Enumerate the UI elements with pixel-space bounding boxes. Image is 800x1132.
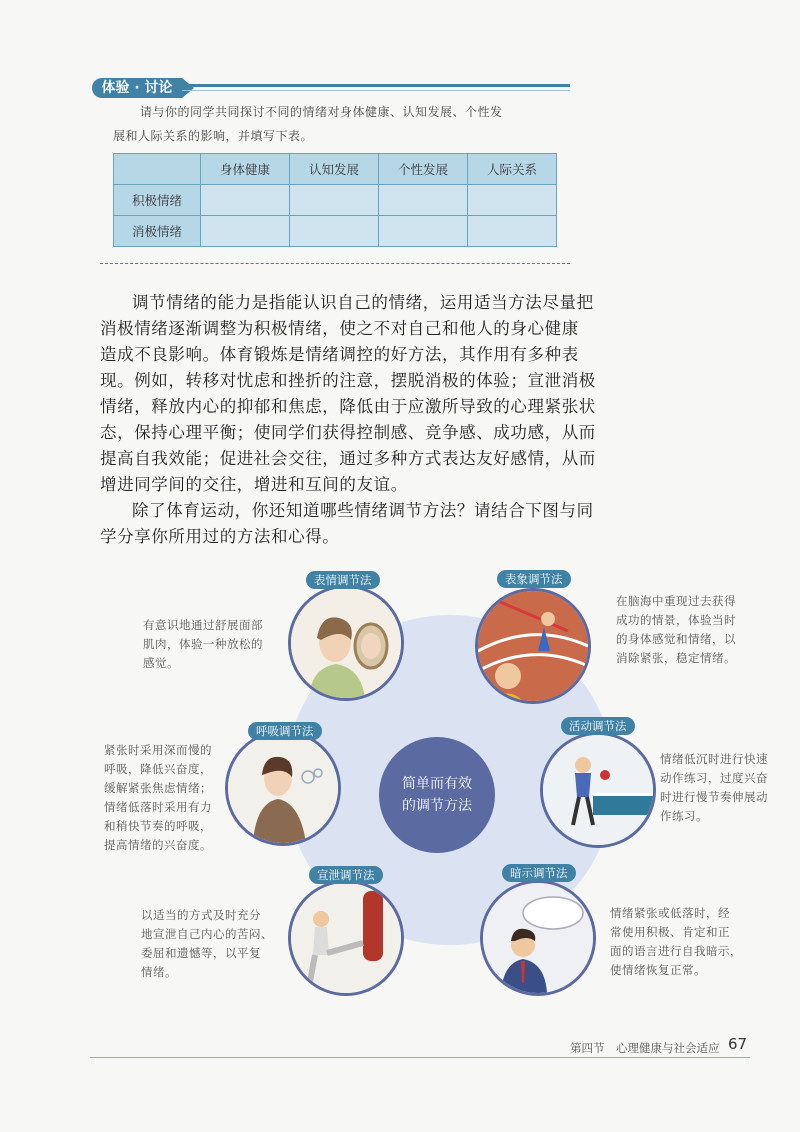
suggestion-desc-1: 情绪紧张或低落时，经 — [610, 906, 730, 920]
table-cell[interactable] — [201, 216, 290, 247]
breathing-desc-3: 缓解紧张焦虑情绪； — [104, 781, 212, 795]
suggestion-desc-4: 使情绪恢复正常。 — [610, 963, 706, 977]
table-cell[interactable] — [379, 185, 468, 216]
body-line: 现。例如，转移对忧虑和挫折的注意，摆脱消极的体验；宣泄消极 — [100, 371, 596, 390]
section-divider — [100, 263, 570, 264]
table-cell[interactable] — [379, 216, 468, 247]
expression-illustration — [288, 585, 404, 701]
suggestion-label: 暗示调节法 — [502, 864, 576, 882]
body-line: 增进同学间的交往，增进和互间的友谊。 — [100, 475, 408, 494]
table-cell[interactable] — [468, 185, 557, 216]
venting-desc-4: 情绪。 — [141, 965, 177, 979]
breathing-label: 呼吸调节法 — [248, 722, 322, 740]
footer-rule — [90, 1057, 750, 1058]
expression-desc-3: 感觉。 — [143, 656, 179, 670]
breathing-desc-6: 提高情绪的兴奋度。 — [104, 838, 212, 852]
table-cell[interactable] — [468, 216, 557, 247]
prompt-line-1: 请与你的同学共同探讨不同的情绪对身体健康、认知发展、个性发 — [140, 105, 503, 119]
center-label-line-1: 简单而有效 — [402, 776, 472, 792]
table-row — [114, 185, 557, 216]
imagery-desc-1: 在脑海中重现过去获得 — [616, 594, 736, 608]
thought-bubble-icon — [483, 883, 593, 993]
section-tag: 体验 · 讨论 — [92, 78, 182, 98]
venting-desc-2: 地宣泄自己内心的苦闷、 — [141, 927, 273, 941]
table-header-cell: 认知发展 — [290, 154, 379, 185]
face-mirror-icon — [291, 588, 401, 698]
diagram-center — [379, 737, 495, 853]
table-tennis-icon — [543, 735, 653, 845]
activity-desc-1: 情绪低沉时进行快速 — [660, 752, 768, 766]
body-line: 提高自我效能；促进社会交往，通过多种方式表达友好感情，从而 — [100, 449, 596, 468]
suggestion-desc-3: 面的语言进行自我暗示， — [610, 944, 742, 958]
table-header-cell — [114, 154, 201, 185]
body-line: 消极情绪逐渐调整为积极情绪，使之不对自己和他人的身心健康 — [100, 319, 579, 338]
imagery-illustration — [475, 588, 591, 704]
activity-desc-4: 作练习。 — [660, 809, 708, 823]
row-label: 消极情绪 — [114, 216, 201, 247]
runner-finish-icon — [478, 591, 588, 701]
table-header-cell: 个性发展 — [379, 154, 468, 185]
table-header-cell: 人际关系 — [468, 154, 557, 185]
venting-desc-3: 委屈和遗憾等，以平复 — [141, 946, 261, 960]
suggestion-desc-2: 常使用积极、肯定和正 — [610, 925, 730, 939]
body-line: 情绪，释放内心的抑郁和焦虑，降低由于应激所导致的心理紧张状 — [100, 397, 596, 416]
activity-desc-3: 时进行慢节奏伸展动 — [660, 790, 768, 804]
expression-label: 表情调节法 — [306, 571, 380, 589]
imagery-desc-3: 的身体感觉和情绪，以 — [616, 632, 736, 646]
venting-illustration — [288, 880, 404, 996]
venting-label: 宣泄调节法 — [309, 866, 383, 884]
breathing-person-icon — [228, 733, 338, 843]
table-cell[interactable] — [201, 185, 290, 216]
imagery-desc-2: 成功的情景，体验当时 — [616, 613, 736, 627]
body-line: 态，保持心理平衡；使同学们获得控制感、竞争感、成功感，从而 — [100, 423, 596, 442]
expression-desc-2: 肌肉，体验一种放松的 — [143, 637, 263, 651]
venting-desc-1: 以适当的方式及时充分 — [141, 908, 261, 922]
center-label-line-2: 的调节方法 — [402, 798, 472, 814]
table-cell[interactable] — [290, 185, 379, 216]
breathing-desc-2: 呼吸，降低兴奋度， — [104, 762, 212, 776]
imagery-desc-4: 消除紧张，稳定情绪。 — [616, 651, 736, 665]
activity-illustration — [540, 732, 656, 848]
body-line: 造成不良影响。体育锻炼是情绪调控的好方法，其作用有多种表 — [100, 345, 579, 364]
body-line: 除了体育运动，你还知道哪些情绪调节方法？请结合下图与同 — [132, 501, 594, 520]
breathing-desc-4: 情绪低落时采用有力 — [104, 800, 212, 814]
table-cell[interactable] — [290, 216, 379, 247]
activity-label: 活动调节法 — [561, 717, 635, 735]
prompt-line-2: 展和人际关系的影响，并填写下表。 — [113, 129, 314, 143]
header-rule — [186, 84, 570, 87]
page-number: 67 — [728, 1035, 748, 1053]
expression-desc-1: 有意识地通过舒展面部 — [143, 618, 263, 632]
table-header-cell: 身体健康 — [201, 154, 290, 185]
breathing-desc-5: 和稍快节奏的呼吸， — [104, 819, 212, 833]
body-line: 调节情绪的能力是指能认识自己的情绪，运用适当方法尽量把 — [132, 293, 594, 312]
activity-desc-2: 动作练习，过度兴奋 — [660, 771, 768, 785]
header-rule-thin — [182, 90, 570, 91]
row-label: 积极情绪 — [114, 185, 201, 216]
imagery-label: 表象调节法 — [497, 570, 571, 588]
table-row — [114, 216, 557, 247]
breathing-desc-1: 紧张时采用深而慢的 — [104, 743, 212, 757]
emotion-table — [113, 153, 557, 247]
breathing-illustration — [225, 730, 341, 846]
footer-section: 第四节 心理健康与社会适应 — [570, 1041, 720, 1055]
table-header-row — [114, 154, 557, 185]
body-line: 学分享你所用过的方法和心得。 — [100, 527, 340, 546]
punching-bag-icon — [291, 883, 401, 993]
suggestion-illustration — [480, 880, 596, 996]
